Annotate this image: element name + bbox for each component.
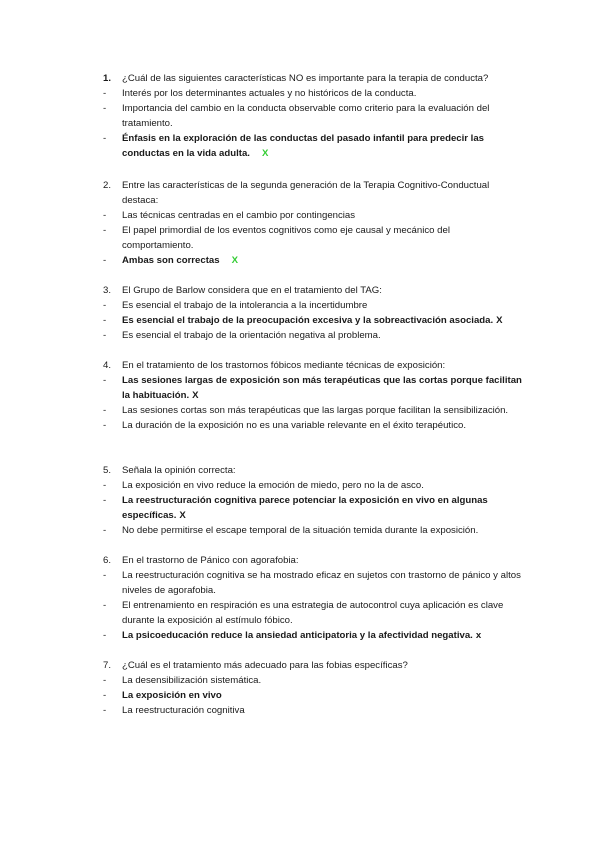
option-text-wrapper [122,313,523,328]
option-text: El entrenamiento en respiración es una estrategia de autocontrol cuya aplicación es clave durante la exposición al estímulo fóbico. [122,600,504,626]
answer-mark: x [475,630,482,641]
question-number: 5. [103,465,112,476]
option-1b [103,101,523,131]
option-text: La desensibilización sistemática. [122,675,262,686]
option-marker: - [103,705,107,716]
option-5c [103,523,523,538]
option-text: Importancia del cambio en la conducta observable como criterio para la evaluación del tratamiento. [122,103,490,129]
question-text: Entre las características de la segunda generación de la Terapia Cognitivo-Conductual destaca: [122,180,490,206]
option-marker: - [103,570,107,581]
question-text: Señala la opinión correcta: [122,465,236,476]
option-text: La reestructuración cognitiva parece potenciar la exposición en vivo en algunas específicas. [122,495,488,521]
answer-mark: X [261,148,269,159]
question-2 [103,178,523,268]
question-text: El Grupo de Barlow considera que en el tratamiento del TAG: [122,285,382,296]
option-text-wrapper [122,253,523,268]
option-6b [103,598,523,628]
option-marker: - [103,103,107,114]
question-4 [103,358,523,433]
option-text: La exposición en vivo reduce la emoción de miedo, pero no la de asco. [122,480,424,491]
question-text: ¿Cuál de las siguientes características NO es importante para la terapia de conducta? [122,73,489,84]
option-marker: - [103,405,107,416]
answer-mark: X [192,390,199,401]
option-marker: - [103,330,107,341]
question-7-stem [103,658,523,673]
option-marker: - [103,88,107,99]
question-number: 4. [103,360,112,371]
option-marker: - [103,600,107,611]
option-text-wrapper [122,493,523,523]
option-text: La psicoeducación reduce la ansiedad anticipatoria y la afectividad negativa. [122,630,473,641]
question-3 [103,283,523,343]
option-marker: - [103,690,107,701]
option-text: Es esencial el trabajo de la preocupación excesiva y la sobreactivación asociada. [122,315,494,326]
option-5a [103,478,523,493]
question-number: 6. [103,555,112,566]
question-5 [103,463,523,538]
option-marker: - [103,420,107,431]
option-marker: - [103,255,107,266]
option-text: Es esencial el trabajo de la orientación negativa al problema. [122,330,381,341]
question-5-stem [103,463,523,478]
option-2a [103,208,523,223]
option-text-wrapper [122,628,523,643]
option-marker: - [103,300,107,311]
option-text: Las sesiones cortas son más terapéuticas que las largas porque facilitan la sensibilización. [122,405,509,416]
question-text: En el tratamiento de los trastornos fóbicos mediante técnicas de exposición: [122,360,446,371]
question-number: 1. [103,73,112,84]
question-4-stem [103,358,523,373]
option-text: La exposición en vivo [122,690,222,701]
question-2-stem [103,178,523,208]
option-5b [103,493,523,523]
option-3a [103,298,523,313]
option-marker: - [103,675,107,686]
option-4b [103,403,523,418]
option-marker: - [103,210,107,221]
question-number: 7. [103,660,112,671]
option-marker: - [103,630,107,641]
option-marker: - [103,480,107,491]
option-marker: - [103,315,107,326]
question-number: 3. [103,285,112,296]
question-6-stem [103,553,523,568]
option-text: No debe permitirse el escape temporal de la situación temida durante la exposición. [122,525,479,536]
option-marker: - [103,525,107,536]
option-7a [103,673,523,688]
question-7 [103,658,523,718]
option-3c [103,328,523,343]
option-6c [103,628,523,643]
question-3-stem [103,283,523,298]
question-text: ¿Cuál es el tratamiento más adecuado para las fobias específicas? [122,660,408,671]
option-text: El papel primordial de los eventos cognitivos como eje causal y mecánico del comportamiento. [122,225,450,251]
option-7c [103,703,523,718]
option-text: Las técnicas centradas en el cambio por contingencias [122,210,356,221]
option-marker: - [103,225,107,236]
option-4a [103,373,523,403]
answer-mark: X [231,255,238,266]
question-number: 2. [103,180,112,191]
option-text: La reestructuración cognitiva [122,705,245,716]
option-marker: - [103,495,107,506]
option-3b [103,313,523,328]
option-marker: - [103,133,107,144]
option-text: La duración de la exposición no es una variable relevante en el éxito terapéutico. [122,420,467,431]
option-text-wrapper [122,373,523,403]
option-text: La reestructuración cognitiva se ha mostrado eficaz en sujetos con trastorno de pánico y altos niveles de agorafobia. [122,570,521,596]
option-text: Énfasis en la exploración de las conductas del pasado infantil para predecir las conductas en la vida adulta. [122,133,485,159]
option-text: Ambas son correctas [122,255,220,266]
question-1-stem [103,71,523,86]
option-6a [103,568,523,598]
option-2c [103,253,523,268]
option-2b [103,223,523,253]
question-6 [103,553,523,643]
option-4c [103,418,523,433]
option-marker: - [103,375,107,386]
option-7b [103,688,523,703]
option-1c [103,131,523,161]
option-text: Es esencial el trabajo de la intolerancia a la incertidumbre [122,300,368,311]
option-text: Las sesiones largas de exposición son más terapéuticas que las cortas porque facilitan la habituación. [122,375,522,401]
answer-mark: X [496,315,503,326]
answer-mark: X [179,510,186,521]
question-1 [103,71,523,161]
option-text-wrapper [122,131,523,161]
option-text: Interés por los determinantes actuales y no históricos de la conducta. [122,88,417,99]
question-text: En el trastorno de Pánico con agorafobia: [122,555,299,566]
option-1a [103,86,523,101]
